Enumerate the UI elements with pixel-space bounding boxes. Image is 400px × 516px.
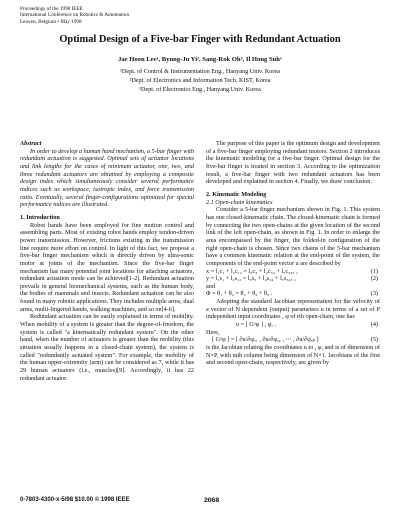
abstract-heading: Abstract xyxy=(20,140,42,147)
equation-3-body: Φ = θ₁ + θ₂ = θ₃ + θ₄ + θ₅ . xyxy=(206,290,273,298)
equation-3 xyxy=(206,290,380,298)
left-column xyxy=(20,140,194,382)
and-text: and xyxy=(206,282,215,290)
equation-5-body: [ Gᵘφ ] = [ ∂u/∂φₐ₁ , ∂u/∂φₐ₂ , ⋯ , ∂u/∂φₐₚ ] xyxy=(212,336,319,344)
equation-1 xyxy=(206,268,380,276)
equation-1-body: x = l₁c₁ + l₂c₁₂ = l₃c₃ + l₄c₃₄ + l₅c₃₄₅ , xyxy=(206,267,298,275)
affiliation-1: ¹Dept. of Control & Instrumentation Eng., Hanyang Univ. Korea xyxy=(120,68,280,75)
paper-title: Optimal Design of a Five-bar Finger with Redundant Actuation xyxy=(59,34,341,45)
equation-2-number: (2) xyxy=(370,275,378,283)
equation-4-body: u̇ = [ Gᵘφ ] , φ̇ₐ . xyxy=(236,321,276,329)
here-text: Here, xyxy=(206,328,220,336)
page-number: 2068 xyxy=(204,497,220,504)
equation-1-number: (1) xyxy=(370,267,378,275)
equation-4-number: (4) xyxy=(370,321,378,329)
header-line-1: Proceedings of the 1998 IEEE xyxy=(20,6,83,12)
jacobian-description: is the Jacobian relating the coordinates u to , φ, and is of dimension of N×P, with mth column being dimension of N×1. Jacobians of the first and second open-chain, respectively, are given by xyxy=(206,344,380,367)
purpose-paragraph: The purpose of this paper is the optimum design and development of a five-bar finger employing redundant motors. Section 2 introduces the kinematic modeling for a five-bar finger. Optimal design for the five-bar finger is treated in section 3. According to the optimization result, a five-bar finger with two redundant actuators has been developed and explained in section 4. Finally, we draw conclusion. xyxy=(206,140,380,186)
header-line-2: International Conference on Robotics & Automation xyxy=(20,12,130,19)
intro-heading: 1. Introduction xyxy=(20,213,60,221)
section-2-1-heading: 2.1 Open-chain kinematics xyxy=(206,198,273,206)
affiliation-3: ³Dept. of Electronics Eng., Hanyang Univ. Korea xyxy=(139,86,261,93)
equation-5-number: (5) xyxy=(370,336,378,344)
right-column xyxy=(206,140,380,367)
equation-3-number: (3) xyxy=(370,290,378,298)
equation-2-body: y = l₁s₁ + l₂s₁₂ = l₃s₃ + l₄s₃₄ + l₅s₃₄₅ , xyxy=(206,275,296,283)
equation-4 xyxy=(206,321,380,329)
copyright-line: 0-7803-4300-x-5/98 $10.00 © 1998 IEEE xyxy=(20,497,130,503)
section-2-heading: 2. Kinematic Modeling xyxy=(206,190,267,198)
equation-2 xyxy=(206,275,380,283)
intro-paragraph-1: Robot hands have been employed for fine motion control and assembling parts. Most of existing robot hands employ tendon-driven power transmission. However, frictions existing in the transmission line require more effort on control. In light of this fact, we propose a five-bar finger mechanism which is directly driven by ultra-sonic motor at joints of the mechanism. Since the five-bar finger mechanism has many potential joint locations for attaching actuators, redundant actuation mode can be achieved[1-2]. Redundant actuation prevails in general biomechanical systems, such as the human body, the bodies of mammals and insects. Redundant actuation can be also found in many robotic applications. They includes multiple arms, dual arms, multi-fingered hands, walking machines, and so on[4-6]. xyxy=(20,221,194,313)
kinematics-paragraph: Consider a 5-bar finger mechanism shown in Fig. 1. This system has one closed-kinematic chain. The closed-kinematic chain is formed by connecting the two open-chains at the given location of the second link of the left open-chain, as shown in Fig. 1. In order to enlarge the area encompassed by the finger, the folded-in configuration of the right open-chain is chosen. Since two chains of the 5-bar mechanism have a common kinematic relation at the end-point of the system, the components of the end-point vector u are described by xyxy=(206,206,380,267)
proceedings-header xyxy=(20,6,129,25)
affiliation-2: ²Dept. of Electronics and Information Tech. KIST, Korea xyxy=(129,77,271,84)
author-list: Jae Hoon Lee¹, Byung-Ju Yi², Sang-Rok Oh³, Il Hong Suh¹ xyxy=(118,56,282,63)
abstract-text: In order to develop a human hand mechanism, a 5-bar finger with redundant actuation is suggested. Optimal sets of actuator locations and link lengths for the cases of minimum actuator, one, two, and three redundant actuators are obtained by employing a composite design index which simultaneously consider several performance indices such as workspace, isotropic index, and force transmission ratio. Eventually, several finger-configurations optimized for special performance indices are illustrated. xyxy=(20,147,194,209)
equation-5 xyxy=(206,336,380,344)
header-line-3: Leuven, Belgium • May 1998 xyxy=(20,18,82,25)
intro-paragraph-2: Redundant actuation can be easily explained in terms of mobility. When mobility of a system is greater than the degree-of-freedom, the system is called "a kinematically redundant system". On the other hand, when the number of actuators is greater than the mobility (this situation usually happens in a closed-chain system), the system is called "redundantly actuated system". For example, the mobility of the human upper-extremity (arm) can be considered as 7, while it has 29 human actuators (i.e., muscles)[9]. Accordingly, it has 22 redundant actuator. xyxy=(20,313,194,382)
jacobian-paragraph: Adopting the standard Jacobian representation for the velocity of a vector of N dependent (output) parameters u in terms of a set of P independent input coordinates , φ of rth open-chain, one has xyxy=(206,298,380,321)
